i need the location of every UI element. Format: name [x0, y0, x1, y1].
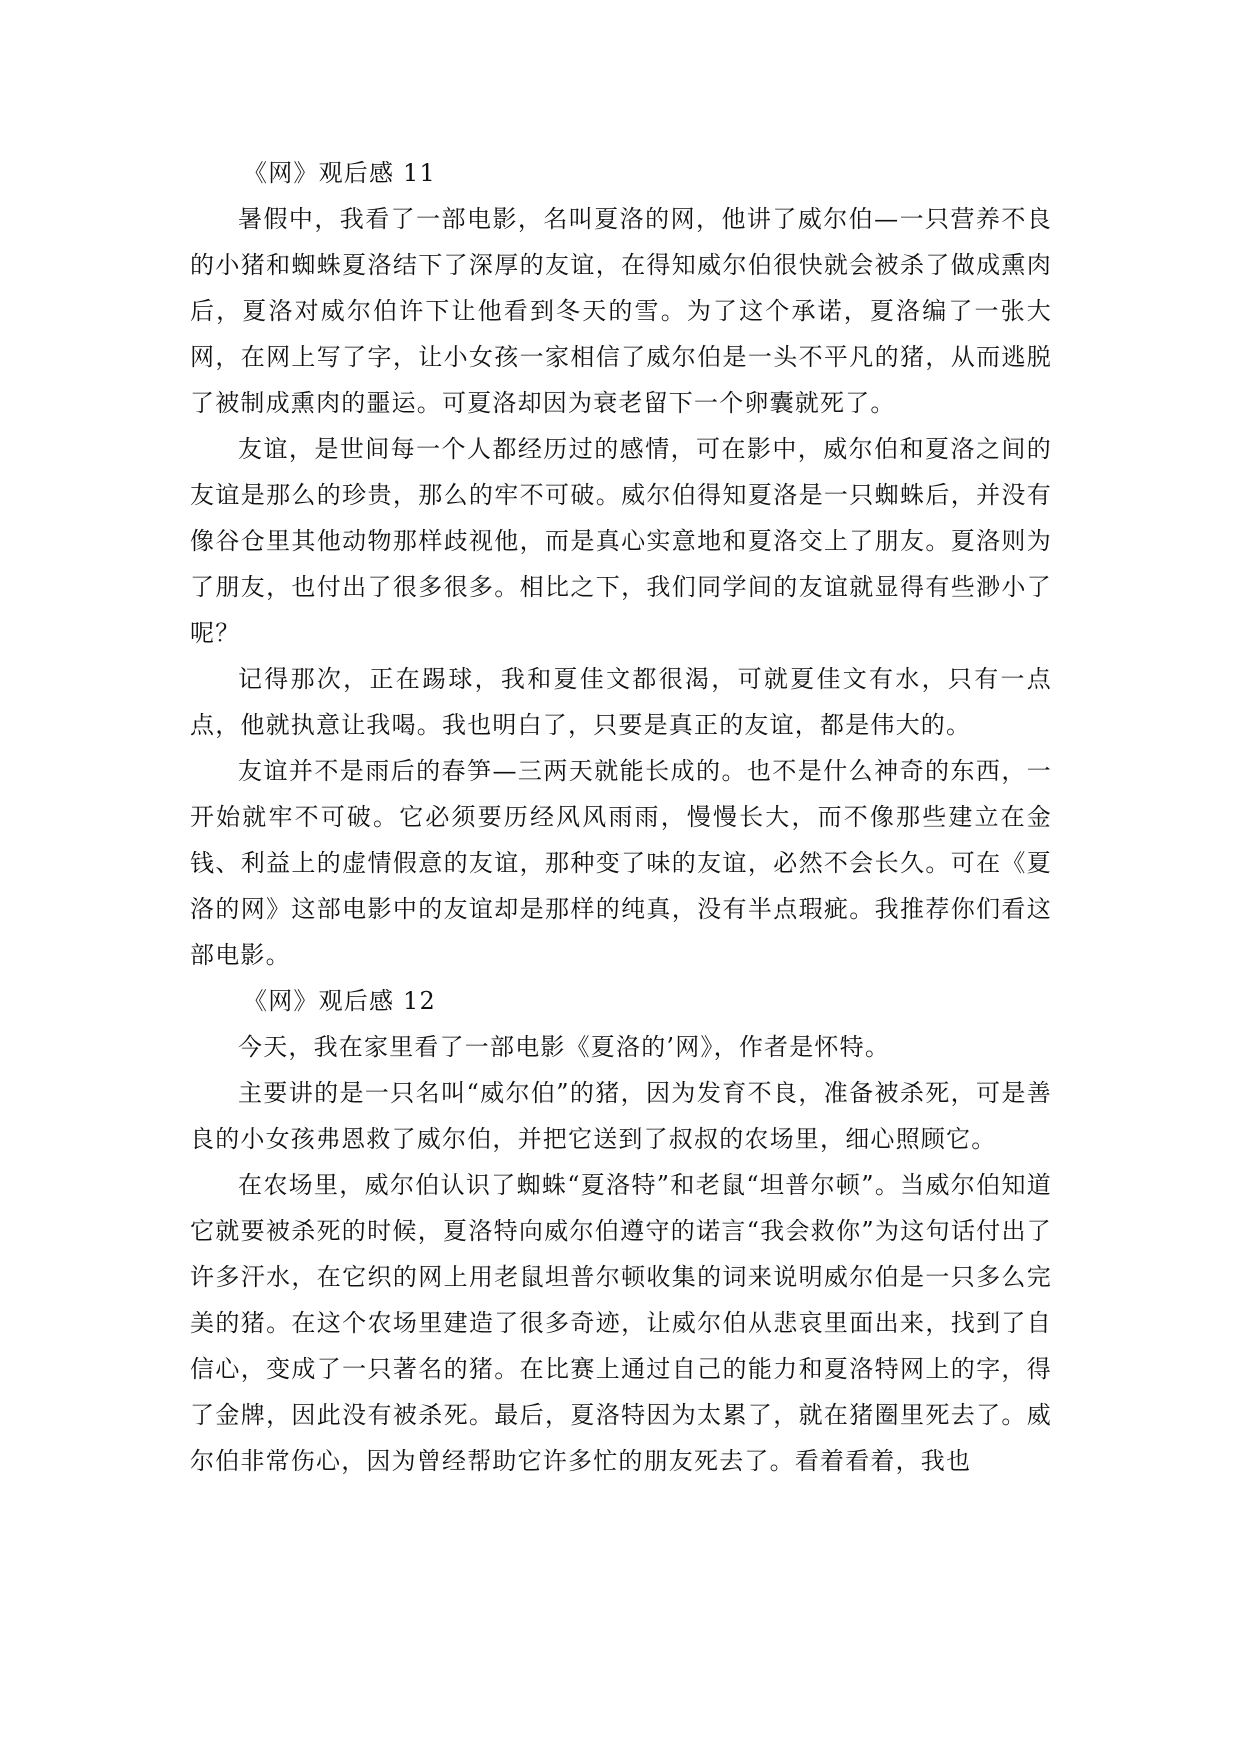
paragraph: 主要讲的是一只名叫“威尔伯”的猪，因为发育不良，准备被杀死，可是善良的小女孩弗恩救了威尔伯，并把它送到了叔叔的农场里，细心照顾它。 — [190, 1079, 1052, 1153]
paragraph: 友谊并不是雨后的春笋—三两天就能长成的。也不是什么神奇的东西，一开始就牢不可破。它必须要历经风风雨雨，慢慢长大，而不像那些建立在金钱、利益上的虚情假意的友谊，那种变了味的友谊，必然不会长久。可在《夏洛的网》这部电影中的友谊却是那样的纯真，没有半点瑕疵。我推荐你们看这部电影。 — [190, 757, 1052, 969]
paragraph: 记得那次，正在踢球，我和夏佳文都很渴，可就夏佳文有水，只有一点点，他就执意让我喝。我也明白了，只要是真正的友谊，都是伟大的。 — [190, 665, 1052, 739]
document-body — [190, 150, 1052, 1484]
paragraph: 今天，我在家里看了一部电影《夏洛的’网》，作者是怀特。 — [238, 1033, 891, 1061]
paragraph: 友谊，是世间每一个人都经历过的感情，可在影中，威尔伯和夏洛之间的友谊是那么的珍贵，那么的牢不可破。威尔伯得知夏洛是一只蜘蛛后，并没有像谷仓里其他动物那样歧视他，而是真心实意地和夏洛交上了朋友。夏洛则为了朋友，也付出了很多很多。相比之下，我们同学间的友谊就显得有些渺小了呢？ — [190, 435, 1052, 647]
paragraph: 在农场里，威尔伯认识了蜘蛛“夏洛特”和老鼠“坦普尔顿”。当威尔伯知道它就要被杀死的时候，夏洛特向威尔伯遵守的诺言“我会救你”为这句话付出了许多汗水，在它织的网上用老鼠坦普尔顿收集的词来说明威尔伯是一只多么完美的猪。在这个农场里建造了很多奇迹，让威尔伯从悲哀里面出来，找到了自信心，变成了一只著名的猪。在比赛上通过自己的能力和夏洛特网上的字，得了金牌，因此没有被杀死。最后，夏洛特因为太累了，就在猪圈里死去了。威尔伯非常伤心，因为曾经帮助它许多忙的朋友死去了。看着看着，我也 — [190, 1171, 1052, 1475]
paragraph: 暑假中，我看了一部电影，名叫夏洛的网，他讲了威尔伯—一只营养不良的小猪和蜘蛛夏洛结下了深厚的友谊，在得知威尔伯很快就会被杀了做成熏肉后，夏洛对威尔伯许下让他看到冬天的雪。为了这个承诺，夏洛编了一张大网，在网上写了字，让小女孩一家相信了威尔伯是一头不平凡的猪，从而逃脱了被制成熏肉的噩运。可夏洛却因为衰老留下一个卵囊就死了。 — [190, 205, 1052, 417]
section-title: 《网》观后感 11 — [243, 159, 436, 187]
section-title: 《网》观后感 12 — [243, 987, 436, 1015]
